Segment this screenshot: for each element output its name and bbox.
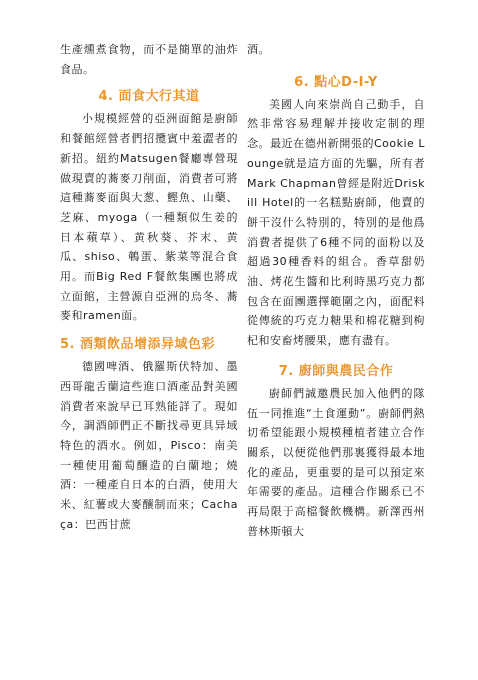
section-6-body: 美國人向來崇尚自己動手，自然非常容易理解并接收定制的理念。最近在德州新開張的Cookie Lounge就是這方面的先驅，所有者Mark Chapman曾經是附近Driskill Hotel的一名糕點廚師，他賣的餅干沒什么特別的，特別的是他爲消費者提供了6種不同的面粉以及超過30種香料的組合。香草甜奶油、烤花生醬和比利時黑巧克力都包含在面團選擇範圍之內，面配料從傳統的巧克力糖果和棉花糖到枸杞和安畜烤腰果，應有盡有。: [247, 97, 425, 348]
section-7-body: 廚師們誠邀農民加入他們的隊伍一同推進“土食運動”。廚師們熱切希望能跟小規模種植者建立合作關系，以便從他們那裏獲得最本地化的產品，更重要的是可以預定來年需要的產品。這種合作關系已不再局限于高檔餐飲機構。新澤西州普林斯頓大: [247, 386, 425, 538]
continuation-paragraph: 酒。: [247, 43, 270, 56]
intro-paragraph: 生產燻煮食物，而不是簡單的油炸食品。: [60, 43, 238, 76]
section-7-heading: 7. 廚師與農民合作: [278, 363, 394, 379]
section-4-heading: 4. 面食大行其道: [98, 89, 200, 105]
right-column: [247, 40, 425, 541]
left-column: [60, 40, 238, 534]
section-4-body: 小規模經營的亞洲面館是廚師和餐館經營者們招攬賓中羞澀者的新招。紐約Matsugen餐廳專營現做現賣的蕎麥刀削面，消費者可將這種蕎麥面與大葱、鰹魚、山藥、芝麻、myoga（一種類似生姜的日本蘋草）、黄秋葵、芥末、黄瓜、shiso、鵪蛋、紫菜等混合食用。而Big Red F餐飲集團也將成立面館，主營源自亞洲的烏冬、蕎麥和ramen面。: [60, 112, 238, 323]
section-5-heading: 5. 酒類飲品增添异域色彩: [60, 337, 216, 353]
section-6-heading: 6. 點心D-I-Y: [294, 74, 378, 90]
section-5-body: 德國啤酒、俄羅斯伏特加、墨西哥龍舌蘭這些進口酒產品對美國消費者來說早已耳熟能詳了。現如今，調酒師們正不斷找尋更具异域特色的酒水。例如，Pisco：南美一種使用葡萄釀造的白蘭地；燒酒：一種產自日本的白酒，使用大米、紅薯或大麥釀制而來；Cachaça：巴西甘蔗: [60, 360, 238, 531]
